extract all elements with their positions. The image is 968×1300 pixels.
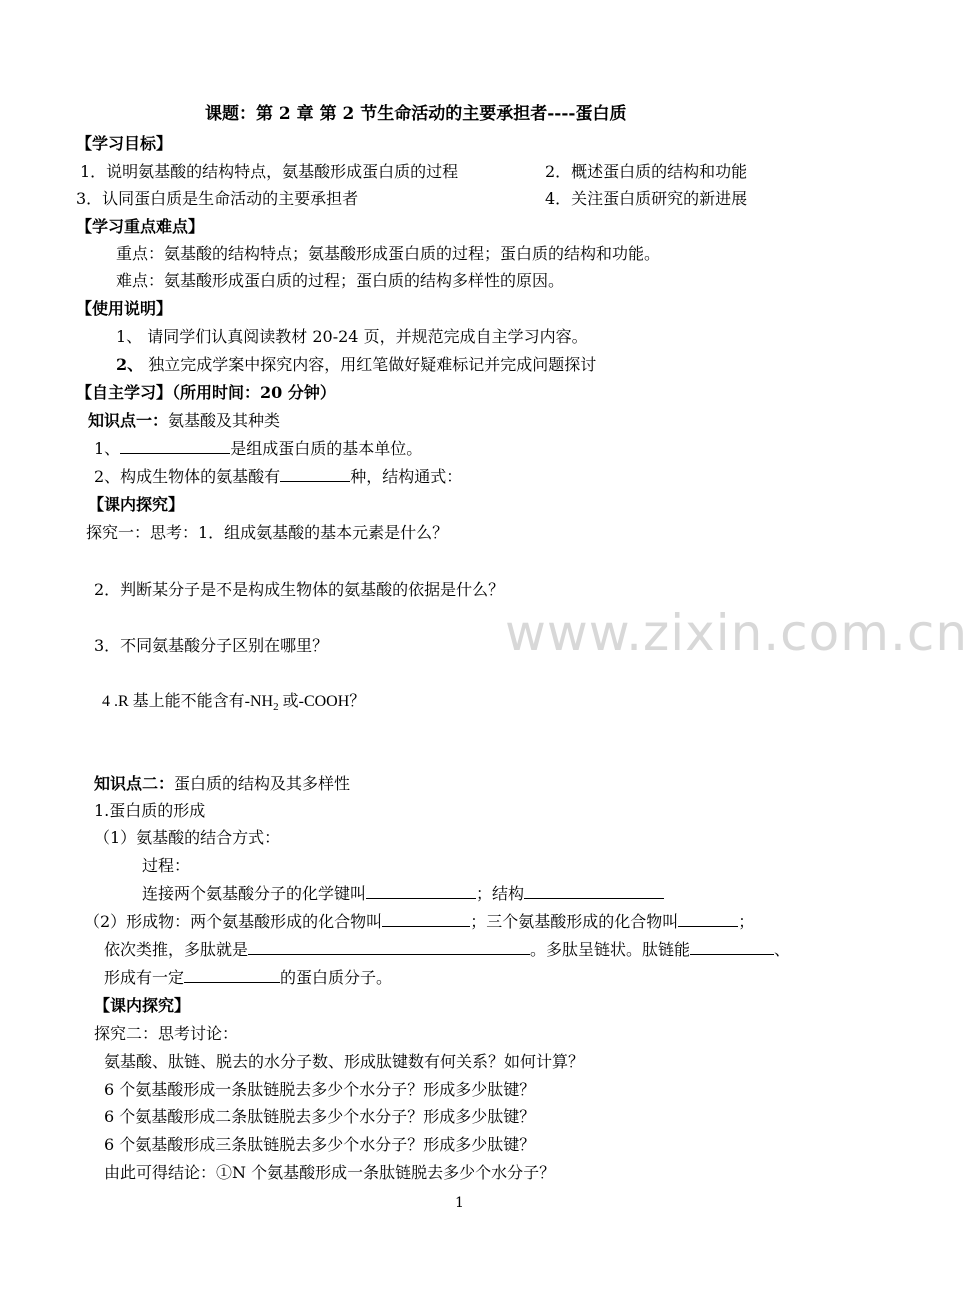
kp1-title: 氨基酸及其种类 [168,411,281,430]
explore-heading-2: 【课内探究】 [94,996,191,1015]
q1-suffix: 是组成蛋白质的基本单位。 [230,439,423,458]
watermark: www.zixin.com.cn [505,604,968,662]
self-study-heading [76,383,336,403]
knowledge-point-2 [94,774,350,794]
answer-blank[interactable] [678,912,738,927]
q2-prefix: 2、构成生物体的氨基酸有 [94,467,281,486]
p2c-prefix: 形成有一定 [104,968,185,987]
answer-blank[interactable] [184,968,280,983]
goals-heading: 【学习目标】 [76,134,173,153]
answer-blank[interactable] [524,884,664,899]
polypeptide-question [104,940,790,960]
explore-question: 3．不同氨基酸分子区别在哪里？ [94,636,329,655]
p2b-end: 、 [774,940,791,959]
p2-prefix: （2）形成物：两个氨基酸形成的化合物叫 [84,912,383,931]
instructions-heading: 【使用说明】 [76,299,173,318]
q4-text-b: 或-COOH？ [278,693,366,710]
p2c-suffix: 的蛋白质分子。 [280,968,393,987]
fill-question-1 [94,439,422,459]
knowledge-point-1 [88,411,280,431]
kp2-title: 蛋白质的结构及其多样性 [174,774,351,793]
self-study-time: （所用时间：20 分钟） [172,383,336,402]
goal-item: 1．说明氨基酸的结构特点，氨基酸形成蛋白质的过程 [80,162,459,181]
q1-prefix: 1、 [94,439,121,458]
instruction-text: 独立完成学案中探究内容，用红笔做好疑难标记并完成问题探讨 [143,355,597,374]
bond-question [142,884,664,904]
instruction-number: 2、 [116,355,144,374]
p2-mid: ；三个氨基酸形成的化合物叫 [470,912,679,931]
page-title: 课题：第 2 章 第 2 节生命活动的主要承担者----蛋白质 [205,104,627,124]
p2b-mid: 。多肽呈链状。肽链能 [530,940,691,959]
goal-item: 3．认同蛋白质是生命活动的主要承担者 [76,189,359,208]
instruction-item: 1、 请同学们认真阅读教材 20-24 页，并规范完成自主学习内容。 [116,327,588,346]
p2b-prefix: 依次类推，多肽就是 [104,940,249,959]
q4-text-a: 4 .R 基上能不能含有-NH [102,693,274,710]
kp2-subsection-1: （1）氨基酸的结合方式： [94,828,281,847]
key-focus: 重点：氨基酸的结构特点；氨基酸形成蛋白质的过程；蛋白质的结构和功能。 [116,244,661,263]
self-study-title: 【自主学习】 [76,383,173,402]
answer-blank[interactable] [120,439,230,454]
q2-suffix: 种，结构通式： [350,467,463,486]
explore-question [102,692,365,717]
kp2-label: 知识点二： [94,774,175,793]
explore-question: 探究一：思考：1．组成氨基酸的基本元素是什么？ [86,523,449,542]
bond-prefix: 连接两个氨基酸分子的化学键叫 [142,884,367,903]
key-difficulty: 难点：氨基酸形成蛋白质的过程；蛋白质的结构多样性的原因。 [116,271,565,290]
kp2-section-1: 1.蛋白质的形成 [94,801,206,820]
products-question [84,912,754,932]
answer-blank[interactable] [280,467,350,482]
fill-question-2 [94,467,462,487]
page-number: 1 [455,1195,464,1211]
protein-question [104,968,392,988]
answer-blank[interactable] [248,940,530,955]
explore2-line: 6 个氨基酸形成三条肽链脱去多少个水分子？形成多少肽键？ [104,1135,536,1154]
p2-end: ； [738,912,755,931]
answer-blank[interactable] [690,940,774,955]
explore2-line: 由此可得结论：①N 个氨基酸形成一条肽链脱去多少个水分子？ [104,1163,556,1182]
answer-blank[interactable] [366,884,476,899]
explore-heading-1: 【课内探究】 [88,495,185,514]
explore2-line: 氨基酸、肽链、脱去的水分子数、形成肽键数有何关系？如何计算？ [104,1052,585,1071]
kp1-label: 知识点一： [88,411,169,430]
goal-item: 4．关注蛋白质研究的新进展 [545,189,748,208]
explore2-line: 6 个氨基酸形成一条肽链脱去多少个水分子？形成多少肽键？ [104,1080,536,1099]
explore2-line: 6 个氨基酸形成二条肽链脱去多少个水分子？形成多少肽键？ [104,1107,536,1126]
bond-mid: ；结构 [476,884,525,903]
q4-subscript: 2 [273,701,279,714]
process-label: 过程： [142,856,191,875]
answer-blank[interactable] [382,912,470,927]
explore-question: 2．判断某分子是不是构成生物体的氨基酸的依据是什么？ [94,580,505,599]
goal-item: 2．概述蛋白质的结构和功能 [545,162,748,181]
explore2-intro: 探究二：思考讨论： [94,1024,239,1043]
instruction-item [116,355,596,375]
key-points-heading: 【学习重点难点】 [76,217,205,236]
